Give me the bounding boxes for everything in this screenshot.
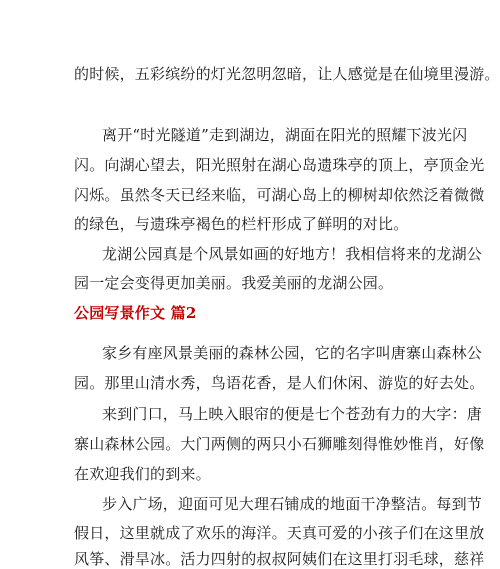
text-line: 龙湖公园真是个风景如画的好地方！我相信将来的龙湖公 [102,245,483,263]
text-line: 离开“时光隧道”走到湖边，湖面在阳光的照耀下波光闪 [102,126,468,144]
text-line: 在欢迎我们的到来。 [74,465,211,483]
text-line: 风筝、滑旱冰。活力四射的叔叔阿姨们在这里打羽毛球，慈祥 [74,550,485,568]
text-line: 步入广场，迎面可见大理石铺成的地面干净整洁。每到节 [102,495,483,513]
text-line: 家乡有座风景美丽的森林公园，它的名字叫唐寨山森林公 [102,344,483,362]
text-line: 的时候，五彩缤纷的灯光忽明忽暗，让人感觉是在仙境里漫游。 [74,65,500,83]
text-line: 园一定会变得更加美丽。我爱美丽的龙湖公园。 [74,274,394,292]
section-heading: 公园写景作文 篇2 [74,304,197,322]
text-line: 闪烁。虽然冬天已经来临，可湖心岛上的柳树却依然泛着微微 [74,186,485,204]
text-line: 假日，这里就成了欢乐的海洋。天真可爱的小孩子们在这里放 [74,524,485,542]
text-line: 园。那里山清水秀，鸟语花香，是人们休闲、游览的好去处。 [74,374,485,392]
text-line: 寨山森林公园。大门两侧的两只小石狮雕刻得惟妙惟肖，好像 [74,435,485,453]
text-line: 闪。向湖心望去，阳光照射在湖心岛遗珠亭的顶上，亭顶金光 [74,156,485,174]
text-line: 的绿色，与遗珠亭褐色的栏杆形成了鲜明的对比。 [74,215,409,233]
text-line: 来到门口，马上映入眼帘的便是七个苍劲有力的大字：唐 [102,405,483,423]
